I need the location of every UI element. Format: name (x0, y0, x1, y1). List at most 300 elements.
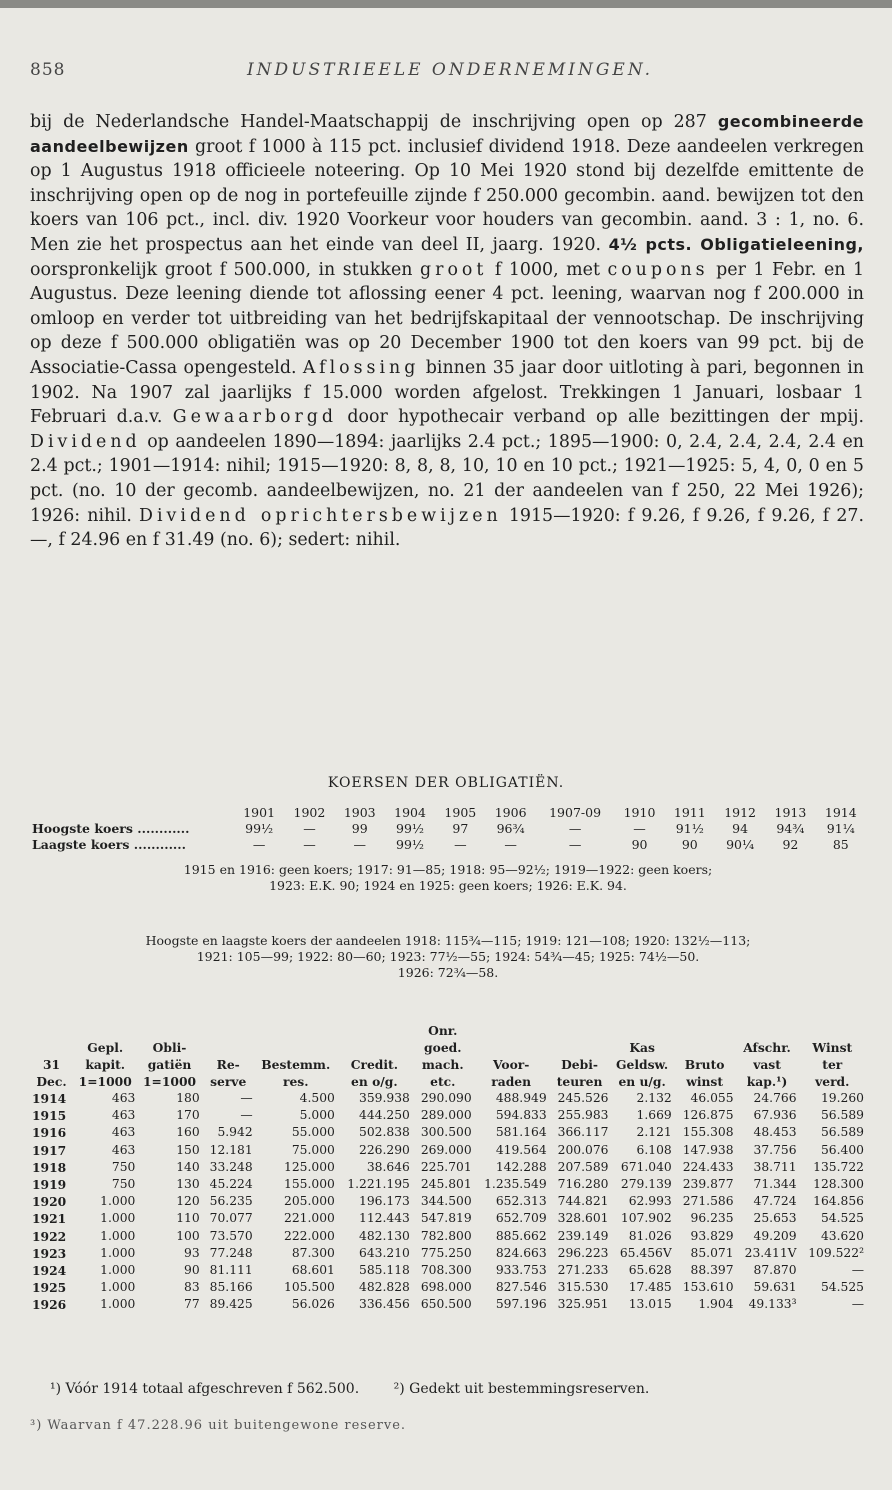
header-cell: mach. (421, 1057, 464, 1072)
header-cell (255, 1039, 337, 1056)
koers-cell: — (454, 837, 467, 852)
value-cell: 23.411V (744, 1245, 797, 1260)
value-cell: 502.838 (359, 1125, 410, 1140)
value-cell: 54.525 (820, 1211, 864, 1226)
note-line: 1915 en 1916: geen koers; 1917: 91—85; 1918: 95—92½; 1919—1922: geen koers; (183, 862, 713, 877)
header-cell: serve (210, 1074, 247, 1089)
koers-cell: 94¾ (776, 821, 805, 836)
value-cell: 2.121 (636, 1125, 672, 1140)
value-cell: 463 (111, 1125, 136, 1140)
value-cell: 56.235 (209, 1194, 253, 1209)
value-cell: 271.586 (682, 1194, 734, 1209)
value-cell: 200.076 (557, 1142, 609, 1157)
row-label: Hoogste koers ............ (32, 821, 190, 836)
header-cell: ter (822, 1057, 843, 1072)
table-row (30, 1090, 866, 1107)
year-cell: 1925 (32, 1280, 67, 1296)
value-cell: 59.631 (753, 1280, 797, 1295)
koers-cell: — (633, 821, 646, 836)
value-cell: 54.525 (820, 1280, 864, 1295)
value-cell: 547.819 (420, 1211, 472, 1226)
value-cell: 1.000 (100, 1263, 136, 1278)
header-cell: Dec. (36, 1074, 67, 1089)
value-cell: 85.166 (209, 1280, 253, 1295)
value-cell: 1.000 (100, 1194, 136, 1209)
value-cell: 77 (184, 1297, 200, 1312)
value-cell: 1.000 (100, 1211, 136, 1226)
header-cell: Kas (629, 1040, 655, 1055)
value-cell: 56.026 (291, 1297, 335, 1312)
value-cell: 1.000 (100, 1280, 136, 1295)
value-cell: 716.280 (557, 1177, 609, 1192)
value-cell: 279.139 (620, 1177, 672, 1192)
koersen-note (30, 862, 866, 894)
value-cell: 366.117 (557, 1125, 609, 1140)
koers-cell: 99 (351, 821, 368, 836)
value-cell: 107.902 (620, 1211, 672, 1226)
value-cell: 289.000 (420, 1108, 472, 1123)
koers-cell: — (252, 837, 266, 852)
year-cell: 1916 (32, 1125, 67, 1141)
header-cell: Winst (812, 1040, 853, 1055)
value-cell: 93 (184, 1245, 200, 1260)
koersen-row-hoogste (30, 821, 866, 837)
year-cell: 1919 (32, 1177, 67, 1193)
value-cell: 85.071 (690, 1245, 734, 1260)
value-cell: 25.653 (753, 1211, 797, 1226)
value-cell: 226.290 (359, 1142, 410, 1157)
table-row (30, 1262, 866, 1279)
table-row (30, 1124, 866, 1141)
table-row (30, 1228, 866, 1245)
value-cell: 55.000 (291, 1125, 335, 1140)
value-cell: 81.111 (209, 1263, 253, 1278)
value-cell: 269.000 (420, 1142, 472, 1157)
value-cell: 49.133³ (748, 1297, 797, 1312)
value-cell: 49.209 (753, 1228, 797, 1243)
value-cell: 463 (111, 1091, 136, 1105)
koers-cell: 97 (452, 821, 469, 836)
value-cell: 1.904 (698, 1297, 734, 1312)
header-cell: Geldsw. (616, 1057, 669, 1072)
value-cell: 221.000 (284, 1211, 335, 1226)
bold-term: gecombineerde aandeelbewijzen (30, 112, 864, 156)
table-row (30, 1296, 866, 1313)
text-segment: per 1 Febr. en 1 Augustus. Deze leening diende tot aflossing eener 4 pct. leening, waarvan nog f 200.000 in omloop en verder tot uitbreiding van het bedrijfskapitaal der vennootschap. De inschrijving op deze f 500.000 obligatiën was op 20 December 1900 tot den koers van 99 pct. bij de Associatie-Cassa opengesteld. (30, 259, 865, 378)
value-cell: 671.040 (620, 1159, 672, 1174)
year-cell: 1924 (32, 1263, 67, 1279)
header-cell: 1=1000 (142, 1074, 197, 1089)
value-cell: 125.000 (284, 1159, 335, 1174)
table-row (30, 1245, 866, 1262)
year-cell: 1911 (673, 805, 706, 820)
header-row (30, 1022, 866, 1039)
header-cell: res. (283, 1074, 309, 1089)
year-cell: 1913 (774, 805, 807, 820)
koers-cell: 99½ (396, 821, 425, 836)
value-cell: 643.210 (359, 1245, 410, 1260)
table-row (30, 1279, 866, 1296)
value-cell: 750 (111, 1177, 136, 1192)
value-cell: 650.500 (420, 1297, 472, 1312)
value-cell: 56.589 (820, 1125, 864, 1140)
spaced-term: Gewaarborgd (172, 407, 338, 428)
value-cell: 105.500 (284, 1280, 335, 1295)
value-cell: — (851, 1297, 864, 1312)
value-cell: 77.248 (209, 1245, 253, 1260)
value-cell: 271.233 (557, 1263, 609, 1278)
koers-cell: 85 (832, 837, 849, 852)
header-cell: verd. (815, 1074, 850, 1089)
value-cell: 147.938 (682, 1142, 734, 1157)
header-cell: Credit. (350, 1057, 399, 1072)
value-cell: 239.877 (682, 1177, 734, 1192)
year-cell: 1906 (494, 805, 527, 820)
value-cell: 38.646 (366, 1159, 410, 1174)
bold-term: 4½ pcts. Obligatieleening, (608, 234, 864, 254)
table-row (30, 1159, 866, 1176)
value-cell: 463 (111, 1108, 136, 1123)
value-cell: 1.000 (100, 1297, 136, 1312)
value-cell: 112.443 (359, 1211, 410, 1226)
value-cell: 885.662 (495, 1228, 547, 1243)
header-cell: goed. (424, 1040, 462, 1055)
header-cell (549, 1039, 611, 1056)
value-cell: 775.250 (420, 1245, 472, 1260)
value-cell: 1.235.549 (484, 1177, 547, 1192)
value-cell: 68.601 (291, 1263, 335, 1278)
koers-cell: 91½ (675, 821, 704, 836)
value-cell: 33.248 (209, 1159, 253, 1174)
koers-cell: 99½ (396, 837, 425, 852)
value-cell: 1.000 (100, 1228, 136, 1243)
value-cell: 225.701 (420, 1159, 472, 1174)
page-header (30, 60, 870, 88)
koersen-year-row (30, 805, 866, 821)
value-cell: 255.983 (557, 1108, 609, 1123)
value-cell: 140 (176, 1159, 200, 1174)
value-cell: 344.500 (420, 1194, 472, 1209)
note-line: 1923: E.K. 90; 1924 en 1925: geen koers; 1926: E.K. 94. (269, 878, 627, 893)
header-cell: gatiën (147, 1057, 192, 1072)
header-cell (73, 1022, 137, 1039)
value-cell: 325.951 (557, 1297, 609, 1312)
row-label: Laagste koers ............ (32, 837, 186, 852)
value-cell: 1.669 (636, 1108, 672, 1123)
value-cell: 37.756 (753, 1142, 797, 1157)
koers-cell: — (568, 837, 582, 852)
value-cell: 75.000 (291, 1142, 335, 1157)
value-cell: 12.181 (209, 1142, 253, 1157)
year-cell: 1907-09 (549, 805, 602, 820)
header-cell (549, 1022, 611, 1039)
value-cell: 89.425 (209, 1297, 253, 1312)
value-cell: 73.570 (209, 1228, 253, 1243)
header-cell: Debi- (561, 1057, 599, 1072)
header-cell (202, 1022, 255, 1039)
value-cell: 594.833 (495, 1108, 547, 1123)
text-segment: oorspronkelijk groot f 500.000, in stukken (30, 259, 413, 280)
header-cell: Obli- (152, 1040, 187, 1055)
header-cell: kap.¹) (746, 1074, 788, 1089)
footnotes (30, 1381, 866, 1397)
value-cell: 62.993 (628, 1194, 672, 1209)
value-cell: 597.196 (495, 1297, 547, 1312)
text-segment: 1915—1920: f 9.26, f 9.26, f 9.26, f 27.—, f 24.96 en f 31.49 (no. 6); sedert: nihil. (30, 505, 864, 551)
value-cell: 245.526 (557, 1091, 609, 1105)
value-cell: 109.522² (808, 1245, 864, 1260)
value-cell: 290.090 (420, 1091, 472, 1105)
value-cell: 581.164 (495, 1125, 547, 1140)
aandeelen-koersen (30, 933, 866, 981)
value-cell: 419.564 (495, 1142, 547, 1157)
value-cell: 70.077 (209, 1211, 253, 1226)
year-cell: 1901 (243, 805, 276, 820)
value-cell: 93.829 (690, 1228, 734, 1243)
value-cell: 245.801 (420, 1177, 472, 1192)
value-cell: 46.055 (690, 1091, 734, 1105)
header-cell (674, 1022, 736, 1039)
koers-cell: 90¼ (726, 837, 755, 852)
value-cell: 585.118 (359, 1263, 410, 1278)
value-cell: 933.753 (495, 1263, 547, 1278)
table-row (30, 1193, 866, 1210)
header-cell: winst (686, 1074, 724, 1089)
aandeelen-line: Hoogste en laagste koers der aandeelen 1918: 115¾—115; 1919: 121—108; 1920: 132½—113; (145, 933, 751, 948)
corner-cell (30, 805, 234, 821)
value-cell: 142.288 (495, 1159, 547, 1174)
header-cell: Bruto (684, 1057, 725, 1072)
year-cell: 1923 (32, 1245, 67, 1261)
value-cell: — (240, 1108, 253, 1123)
value-cell: 2.132 (636, 1091, 672, 1105)
header-cell: teuren (556, 1074, 603, 1089)
value-cell: 6.108 (636, 1142, 672, 1157)
value-cell: 196.173 (359, 1194, 410, 1209)
value-cell: 17.485 (628, 1280, 672, 1295)
value-cell: 120 (176, 1194, 200, 1209)
value-cell: 222.000 (284, 1228, 335, 1243)
value-cell: 296.223 (557, 1245, 609, 1260)
value-cell: 336.456 (359, 1297, 410, 1312)
value-cell: 488.949 (495, 1091, 547, 1105)
value-cell: 100 (176, 1228, 200, 1243)
koers-cell: 90 (631, 837, 648, 852)
value-cell: 359.938 (359, 1091, 410, 1105)
year-cell: 1918 (32, 1159, 67, 1175)
koersen-row-laagste (30, 837, 866, 853)
value-cell: 56.400 (820, 1142, 864, 1157)
value-cell: 83 (184, 1280, 200, 1295)
aandeelen-line: 1926: 72¾—58. (397, 965, 499, 980)
year-cell: 1914 (32, 1091, 67, 1106)
footnote-1: ¹) Vóór 1914 totaal afgeschreven f 562.500. (50, 1381, 360, 1397)
value-cell: 824.663 (495, 1245, 547, 1260)
value-cell: 207.589 (557, 1159, 609, 1174)
value-cell: 5.942 (217, 1125, 253, 1140)
value-cell: 150 (176, 1142, 200, 1157)
value-cell: 444.250 (359, 1108, 410, 1123)
value-cell: 463 (111, 1142, 136, 1157)
footnote-3: ³) Waarvan f 47.228.96 uit buitengewone reserve. (30, 1418, 407, 1433)
text-segment: f 1000, met (494, 259, 600, 280)
value-cell: 155.308 (682, 1125, 734, 1140)
header-row (30, 1073, 866, 1090)
value-cell: 96.235 (690, 1211, 734, 1226)
header-cell (30, 1039, 73, 1056)
header-cell: 31 (42, 1057, 61, 1072)
year-cell: 1920 (32, 1194, 67, 1210)
value-cell: 4.500 (299, 1091, 335, 1105)
header-cell (202, 1039, 255, 1056)
year-cell: 1903 (343, 805, 376, 820)
value-cell: 708.300 (420, 1263, 472, 1278)
header-cell: kapit. (85, 1057, 126, 1072)
value-cell: 160 (176, 1125, 200, 1140)
header-cell (337, 1039, 412, 1056)
value-cell: 315.530 (557, 1280, 609, 1295)
value-cell: 328.601 (557, 1211, 609, 1226)
header-cell: en o/g. (351, 1074, 398, 1089)
header-cell (474, 1022, 549, 1039)
header-cell: vast (753, 1057, 781, 1072)
value-cell: 153.610 (682, 1280, 734, 1295)
value-cell: 87.300 (291, 1245, 335, 1260)
value-cell: 782.800 (420, 1228, 472, 1243)
scan-edge (0, 0, 892, 8)
spaced-term: groot (420, 259, 488, 280)
year-cell: 1922 (32, 1228, 67, 1244)
value-cell: 652.709 (495, 1211, 547, 1226)
header-cell: etc. (430, 1074, 456, 1089)
value-cell: — (240, 1091, 253, 1105)
value-cell: 128.300 (813, 1177, 864, 1192)
header-row (30, 1056, 866, 1073)
header-cell: raden (491, 1074, 532, 1089)
text-segment: op aandeelen 1890—1894: jaarlijks 2.4 pct.; 1895—1900: 0, 2.4, 2.4, 2.4, 2.4 en 2.4 pct.; 1901—1914: nihil; 1915—1920: 8, 8, 8, 10, 10 en 10 pct.; 1921—1925: 5, 4, 0, 0 en 5 pct. (no. 10 der gecomb. aandeelbewijzen, no. 21 der aandeelen van f 250, 22 Mei 1926); 1926: nihil. (30, 431, 864, 526)
value-cell: 67.936 (753, 1108, 797, 1123)
koers-cell: 96¾ (496, 821, 525, 836)
koers-cell: 91¼ (826, 821, 855, 836)
header-cell (30, 1022, 73, 1039)
value-cell: 698.000 (420, 1280, 472, 1295)
value-cell: 38.711 (753, 1159, 797, 1174)
header-cell: Re- (216, 1057, 240, 1072)
value-cell: 47.724 (753, 1194, 797, 1209)
value-cell: 90 (184, 1263, 200, 1278)
value-cell: 65.628 (628, 1263, 672, 1278)
value-cell: 5.000 (299, 1108, 335, 1123)
value-cell: 43.620 (820, 1228, 864, 1243)
value-cell: 1.000 (100, 1245, 136, 1260)
koers-cell: — (303, 821, 316, 836)
value-cell: 827.546 (495, 1280, 547, 1295)
table-row (30, 1176, 866, 1193)
spaced-term: coupons (607, 259, 709, 280)
value-cell: 170 (176, 1108, 200, 1123)
year-cell: 1904 (394, 805, 426, 820)
koersen-title: KOERSEN DER OBLIGATIËN. (327, 775, 565, 791)
value-cell: 110 (176, 1211, 200, 1226)
text-segment: bij de Nederlandsche Handel-Maatschappij de inschrijving open op 287 (30, 112, 707, 132)
value-cell: 65.456V (619, 1245, 672, 1260)
header-cell: en u/g. (618, 1074, 666, 1089)
spaced-term: Dividend (30, 431, 141, 452)
value-cell: 1.221.195 (347, 1177, 410, 1192)
koers-cell: — (353, 837, 366, 852)
header-cell: Gepl. (87, 1040, 124, 1055)
header-cell: Bestemm. (261, 1057, 331, 1072)
value-cell: 180 (176, 1091, 200, 1105)
koers-cell: 92 (782, 837, 799, 852)
value-cell: 744.821 (557, 1194, 609, 1209)
page-number: 858 (30, 60, 66, 80)
koers-cell: — (568, 821, 582, 836)
body-paragraph (30, 110, 864, 553)
year-cell: 1914 (824, 805, 857, 820)
year-cell: 1910 (623, 805, 656, 820)
running-title: INDUSTRIEELE ONDERNEMINGEN. (246, 60, 654, 80)
value-cell: 71.344 (753, 1177, 797, 1192)
header-cell (337, 1022, 412, 1039)
spaced-term: Aflossing (302, 357, 420, 378)
koers-cell: — (303, 837, 316, 852)
value-cell: 56.589 (820, 1108, 864, 1123)
value-cell: 224.433 (682, 1159, 734, 1174)
koers-cell: 94 (732, 821, 749, 836)
header-cell (799, 1022, 866, 1039)
header-cell: Onr. (428, 1023, 458, 1038)
value-cell: 87.870 (753, 1263, 797, 1278)
year-cell: 1921 (32, 1211, 67, 1227)
value-cell: 300.500 (420, 1125, 472, 1140)
koers-cell: 99½ (245, 821, 274, 836)
year-cell: 1926 (32, 1297, 67, 1313)
value-cell: 48.453 (753, 1125, 797, 1140)
table-row (30, 1142, 866, 1159)
text-segment: binnen 35 jaar door uitloting à pari, begonnen in 1902. Na 1907 zal jaarlijks f 15.000 worden afgelost. Trekkingen 1 Januari, losbaar 1 Februari d.a.v. (30, 357, 865, 428)
spaced-term: Dividend oprichtersbewijzen (139, 505, 502, 526)
text-segment: door hypothecair verband op alle bezittingen der mpij. (347, 407, 865, 428)
year-cell: 1915 (32, 1108, 67, 1124)
header-cell: Voor- (492, 1057, 530, 1072)
value-cell: 135.722 (813, 1159, 864, 1174)
value-cell: 155.000 (284, 1177, 335, 1192)
year-cell: 1905 (444, 805, 477, 820)
value-cell: 482.828 (359, 1280, 410, 1295)
value-cell: 205.000 (284, 1194, 335, 1209)
koers-cell: 90 (681, 837, 698, 852)
header-cell (674, 1039, 736, 1056)
header-cell (137, 1022, 201, 1039)
value-cell: 13.015 (628, 1297, 672, 1312)
table-row (30, 1210, 866, 1227)
value-cell: 126.875 (682, 1108, 734, 1123)
text-segment: groot f 1000 à 115 pct. inclusief dividend 1918. Deze aandeelen verkregen op 1 Augustus 1918 officieele noteering. Op 10 Mei 1920 stond bij dezelfde emittente de inschrijving open op de nog in portefeuille zijnde f 250.000 gecombin. aand. bewijzen tot den koers van 106 pct., incl. div. 1920 Voorkeur voor houders van gecombin. aand. 3 : 1, no. 6. Men zie het prospectus aan het einde van deel II, jaarg. 1920. (30, 136, 864, 255)
value-cell: 652.313 (495, 1194, 547, 1209)
value-cell: 164.856 (813, 1194, 864, 1209)
header-cell: Afschr. (743, 1040, 791, 1055)
header-cell (736, 1022, 799, 1039)
value-cell: 19.260 (820, 1091, 864, 1105)
aandeelen-line: 1921: 105—99; 1922: 80—60; 1923: 77½—55; 1924: 54¾—45; 1925: 74½—50. (196, 949, 700, 964)
value-cell: 81.026 (628, 1228, 672, 1243)
value-cell: 24.766 (753, 1091, 797, 1105)
table-row (30, 1107, 866, 1124)
header-row (30, 1039, 866, 1056)
value-cell: 482.130 (359, 1228, 410, 1243)
value-cell: 239.149 (557, 1228, 609, 1243)
